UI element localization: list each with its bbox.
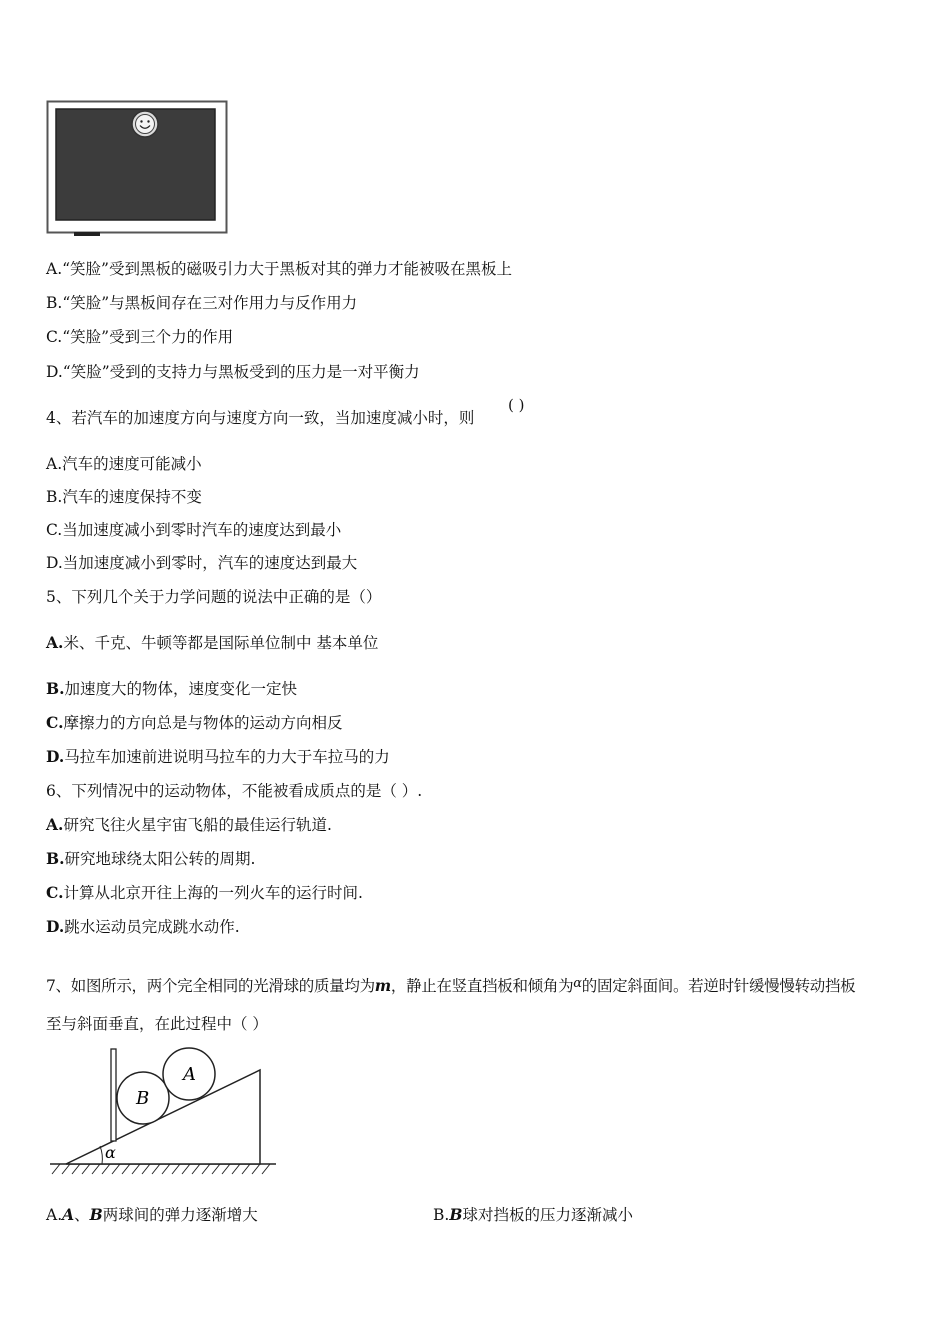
q5-option-c-letter: C.: [46, 713, 64, 732]
q7-option-b: [433, 1205, 633, 1225]
q6-option-c-letter: C.: [46, 883, 64, 902]
q5-option-b: [46, 679, 297, 699]
q7-stem-line2: 至与斜面垂直，在此过程中（ ）: [46, 1015, 268, 1033]
q7-option-a: [46, 1205, 258, 1225]
q6-stem: 6、下列情况中的运动物体，不能被看成质点的是（ ）.: [46, 782, 423, 800]
q6-option-b-text: 研究地球绕太阳公转的周期.: [64, 850, 256, 868]
q7-option-a-prefix: A.: [46, 1206, 63, 1224]
q5-option-a-text: 米、千克、牛顿等都是国际单位制中 基本单位: [63, 634, 379, 652]
q6-option-a: [46, 815, 332, 835]
q3-option-c: C.“笑脸”受到三个力的作用: [46, 328, 234, 346]
q3-option-d: D.“笑脸”受到的支持力与黑板受到的压力是一对平衡力: [46, 363, 420, 381]
q7-option-b-text: 球对挡板的压力逐渐减小: [462, 1206, 633, 1224]
q6-option-c-text: 计算从北京开往上海的一列火车的运行时间.: [63, 884, 363, 902]
smiley-magnet-icon: [132, 111, 158, 137]
q4-answer-paren: ( ): [508, 396, 525, 414]
incline-balls-figure: [46, 1046, 281, 1182]
q7-option-a-text: 两球间的弹力逐渐增大: [102, 1206, 258, 1224]
q6-option-a-text: 研究飞往火星宇宙飞船的最佳运行轨道.: [63, 816, 332, 834]
q7-option-a-sep: 、: [74, 1206, 90, 1224]
q4-option-a: A.汽车的速度可能减小: [46, 455, 202, 473]
q6-option-b: [46, 849, 255, 869]
q5-option-b-letter: B.: [46, 679, 65, 698]
q7-option-b-prefix: B.: [433, 1206, 450, 1224]
ball-a-label: A: [183, 1064, 196, 1085]
q5-option-b-text: 加速度大的物体，速度变化一定快: [64, 680, 298, 698]
q7-option-b-var1: B: [449, 1205, 463, 1224]
incline-angle-label: α: [105, 1143, 116, 1162]
q7-stem-line1: [46, 976, 855, 998]
q4-stem-text: 4、若汽车的加速度方向与速度方向一致，当加速度减小时，则: [46, 409, 475, 427]
q7-stem-a: 7、如图所示，两个完全相同的光滑球的质量均为: [46, 977, 375, 995]
q5-option-c: [46, 713, 342, 733]
q5-option-d: [46, 747, 390, 767]
q6-option-d-letter: D.: [46, 917, 65, 936]
q5-option-d-letter: D.: [46, 747, 65, 766]
q5-option-a: [46, 633, 378, 653]
q5-stem: 5、下列几个关于力学问题的说法中正确的是（）: [46, 588, 382, 606]
q6-option-c: [46, 883, 363, 903]
q3-option-b: B.“笑脸”与黑板间存在三对作用力与反作用力: [46, 294, 358, 312]
q7-option-a-var2: B: [89, 1205, 103, 1224]
q7-mass-symbol: m: [374, 976, 391, 995]
q6-option-b-letter: B.: [46, 849, 65, 868]
q7-option-a-var1: A: [62, 1205, 75, 1224]
q4-option-c: C.当加速度减小到零时汽车的速度达到最小: [46, 521, 342, 539]
q6-option-d-text: 跳水运动员完成跳水动作.: [64, 918, 240, 936]
q7-stem-c: 的固定斜面间。若逆时针缓慢慢转动挡板: [581, 977, 856, 995]
ball-b-label: B: [136, 1088, 150, 1109]
q4-stem: [46, 408, 474, 428]
q5-option-c-text: 摩擦力的方向总是与物体的运动方向相反: [63, 714, 343, 732]
q7-angle-symbol: α: [573, 976, 582, 991]
q6-option-d: [46, 917, 240, 937]
q6-option-a-letter: A.: [46, 815, 64, 834]
q5-option-a-letter: A.: [46, 633, 64, 652]
q7-stem-b: ，静止在竖直挡板和倾角为: [390, 977, 574, 995]
q5-option-d-text: 马拉车加速前进说明马拉车的力大于车拉马的力: [64, 748, 390, 766]
blackboard-figure: [46, 100, 231, 244]
q4-option-b: B.汽车的速度保持不变: [46, 488, 202, 506]
q4-option-d: D.当加速度减小到零时，汽车的速度达到最大: [46, 554, 358, 572]
q3-option-a: A.“笑脸”受到黑板的磁吸引力大于黑板对其的弹力才能被吸在黑板上: [46, 260, 512, 278]
